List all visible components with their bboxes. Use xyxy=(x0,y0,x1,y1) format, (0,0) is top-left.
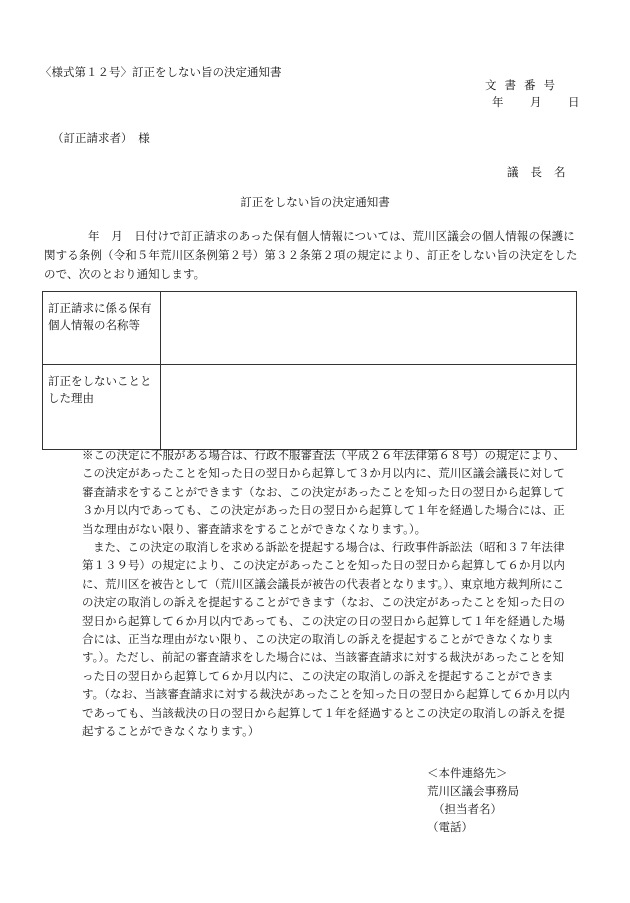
info-table xyxy=(42,291,577,450)
row-label-info-name: 訂正請求に係る保有個人情報の名称等 xyxy=(43,292,161,365)
form-number-title: 〈様式第１２号〉訂正をしない旨の決定通知書 xyxy=(40,65,282,79)
date-day-label: 日 xyxy=(568,95,580,109)
notes-section xyxy=(82,446,575,741)
date-month-label: 月 xyxy=(530,95,542,109)
contact-heading: ＜本件連絡先＞ xyxy=(427,766,508,780)
intro-paragraph: 年 月 日付けで訂正請求のあった保有個人情報については、荒川区議会の個人情報の保護に関する条例（令和５年荒川区条例第２号）第３２条第２項の規定により、訂正をしない旨の決定をしたので、次のとおり通知します。 xyxy=(44,229,578,281)
row-label-reason: 訂正をしないこととした理由 xyxy=(43,365,161,450)
date-year-label: 年 xyxy=(492,95,504,109)
contact-phone: （電話） xyxy=(427,820,473,834)
document-title: 訂正をしない旨の決定通知書 xyxy=(240,195,390,209)
contact-office: 荒川区議会事務局 xyxy=(427,784,519,798)
row-value-reason xyxy=(161,365,577,450)
appeal-note: ※この決定に不服がある場合は、行政不服審査法（平成２６年法律第６８号）の規定により、この決定があったことを知った日の翌日から起算して３か月以内に、荒川区議会議長に対して審査請求をすることができます（なお、この決定があったことを知った日の翌日から起算して３か月以内であっても、この決定があった日の翌日から起算して１年を経過した場合には、正当な理由がない限り、審査請求をすることができなくなります。）。 xyxy=(82,448,565,536)
lawsuit-note: また、この決定の取消しを求める訴訟を提起する場合は、行政事件訴訟法（昭和３７年法律第１３９号）の規定により、この決定があったことを知った日の翌日から起算して６か月以内に、荒川区を被告として（荒川区議会議長が被告の代表者となります。）、東京地方裁判所にこの決定の取消しの訴えを提起することができます（なお、この決定があったことを知った日の翌日から起算して６か月以内であっても、この決定の日の翌日から起算して１年を経過した場合には、正当な理由がない限り、この決定の取消しの訴えを提起することができなくなります。）。ただし、前記の審査請求をした場合には、当該審査請求に対する裁決があったことを知った日の翌日から起算して６か月以内に、この決定の取消しの訴えを提起することができます。（なお、当該審査請求に対する裁決があったことを知った日の翌日から起算して６か月以内であっても、当該裁決の日の翌日から起算して１年を経過するとこの決定の取消しの訴えを提起することができなくなります。） xyxy=(82,540,570,739)
date-line xyxy=(492,94,580,110)
contact-person: （担当者名） xyxy=(433,802,502,816)
table-row xyxy=(43,292,577,365)
contact-block xyxy=(427,764,519,836)
row-value-info-name xyxy=(161,292,577,365)
document-number-label: 文書番号 xyxy=(485,78,563,92)
addressee-line: （訂正請求者） 様 xyxy=(52,131,150,145)
table-row xyxy=(43,365,577,450)
chair-name-label: 議長名 xyxy=(507,165,578,179)
